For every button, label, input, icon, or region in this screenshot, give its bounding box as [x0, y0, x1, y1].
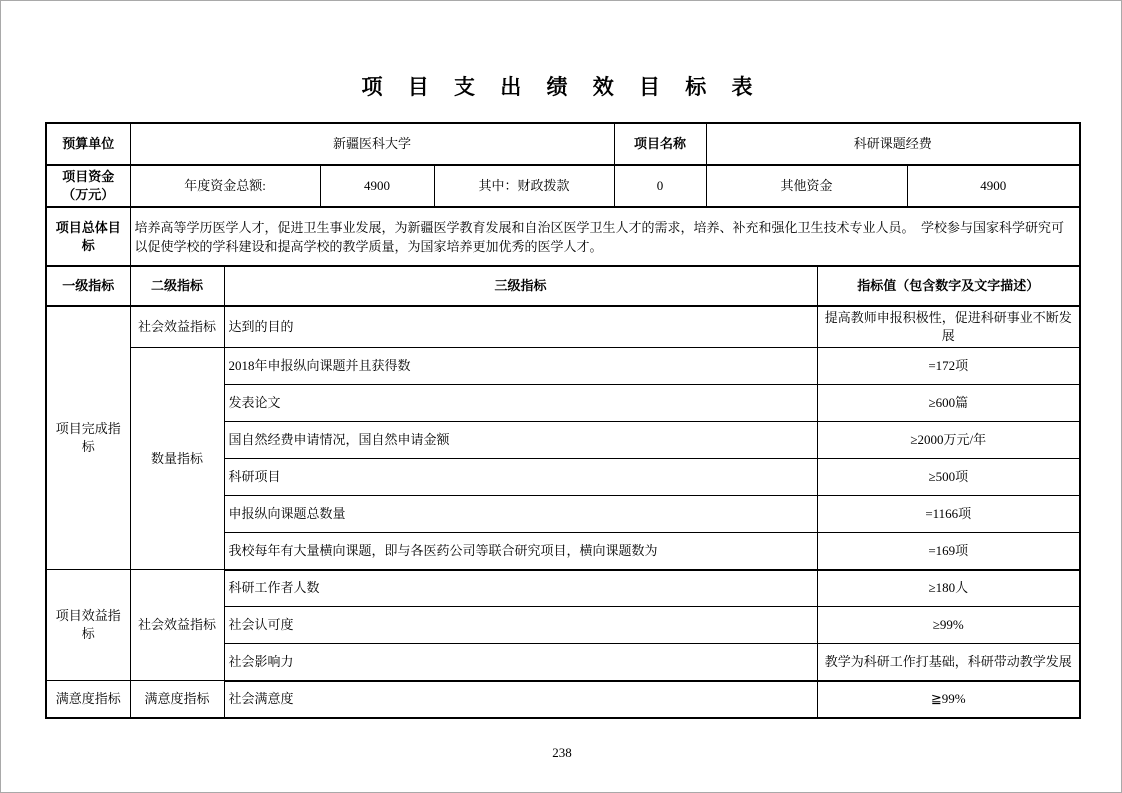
indicator-value-cell: ≧99%: [817, 681, 1080, 718]
other-funds-label: 其他资金: [706, 165, 907, 207]
table-row: [46, 123, 1080, 165]
level3-indicator-cell: 发表论文: [224, 385, 817, 422]
table-row: [46, 165, 1080, 207]
level3-indicator-cell: 达到的目的: [224, 306, 817, 348]
level2-indicator-cell: 数量指标: [130, 348, 224, 570]
indicator-value-cell: ≥99%: [817, 607, 1080, 644]
fiscal-allocation-value: 0: [614, 165, 706, 207]
level3-indicator-cell: 我校每年有大量横向课题，即与各医药公司等联合研究项目，横向课题数为: [224, 533, 817, 570]
other-funds-value: 4900: [907, 165, 1080, 207]
level3-indicator-cell: 科研项目: [224, 459, 817, 496]
indicator-value-cell: ≥600篇: [817, 385, 1080, 422]
level3-indicator-cell: 社会认可度: [224, 607, 817, 644]
table-row: [46, 306, 1080, 348]
indicator-value-cell: =1166项: [817, 496, 1080, 533]
table-header-row: [46, 266, 1080, 306]
level3-indicator-cell: 2018年申报纵向课题并且获得数: [224, 348, 817, 385]
document-page: [1, 1, 1122, 793]
header-indicator-value: 指标值（包含数字及文字描述）: [817, 266, 1080, 306]
overall-goal-text: 培养高等学历医学人才，促进卫生事业发展，为新疆医学教育发展和自治区医学卫生人才的需求，培养、补充和强化卫生技术专业人员。 学校参与国家科学研究可以促使学校的学科建设和提高学校的教学质量，为国家培养更加优秀的医学人才。: [130, 207, 1080, 266]
table-row: [46, 570, 1080, 607]
level2-indicator-cell: 满意度指标: [130, 681, 224, 718]
table-row: [46, 681, 1080, 718]
budget-unit-value: 新疆医科大学: [130, 123, 614, 165]
fiscal-allocation-label: 其中：财政拨款: [434, 165, 614, 207]
level3-indicator-cell: 科研工作者人数: [224, 570, 817, 607]
level3-indicator-cell: 社会满意度: [224, 681, 817, 718]
level3-indicator-cell: 申报纵向课题总数量: [224, 496, 817, 533]
performance-target-table: [45, 122, 1081, 719]
level1-indicator-cell: 满意度指标: [46, 681, 130, 718]
page-title: 项 目 支 出 绩 效 目 标 表: [361, 75, 763, 99]
table-row: [46, 348, 1080, 385]
project-name-label: 项目名称: [614, 123, 706, 165]
level3-indicator-cell: 国自然经费申请情况，国自然申请金额: [224, 422, 817, 459]
budget-unit-label: 预算单位: [46, 123, 130, 165]
header-level3-indicator: 三级指标: [224, 266, 817, 306]
indicator-value-cell: ≥180人: [817, 570, 1080, 607]
table-row: [46, 207, 1080, 266]
annual-total-label: 年度资金总额:: [130, 165, 320, 207]
level3-indicator-cell: 社会影响力: [224, 644, 817, 681]
level1-indicator-cell: 项目效益指标: [46, 570, 130, 681]
annual-total-value: 4900: [320, 165, 434, 207]
indicator-value-cell: 教学为科研工作打基础，科研带动教学发展: [817, 644, 1080, 681]
indicator-value-cell: =169项: [817, 533, 1080, 570]
overall-goal-label: 项目总体目标: [46, 207, 130, 266]
level2-indicator-cell: 社会效益指标: [130, 570, 224, 681]
page-number: 238: [552, 745, 572, 760]
project-name-value: 科研课题经费: [706, 123, 1080, 165]
level1-indicator-cell: 项目完成指标: [46, 306, 130, 570]
indicator-value-cell: ≥2000万元/年: [817, 422, 1080, 459]
indicator-value-cell: ≥500项: [817, 459, 1080, 496]
header-level1-indicator: 一级指标: [46, 266, 130, 306]
level2-indicator-cell: 社会效益指标: [130, 306, 224, 348]
indicator-value-cell: 提高教师申报积极性，促进科研事业不断发展: [817, 306, 1080, 348]
project-funds-label: 项目资金（万元）: [46, 165, 130, 207]
header-level2-indicator: 二级指标: [130, 266, 224, 306]
indicator-value-cell: =172项: [817, 348, 1080, 385]
